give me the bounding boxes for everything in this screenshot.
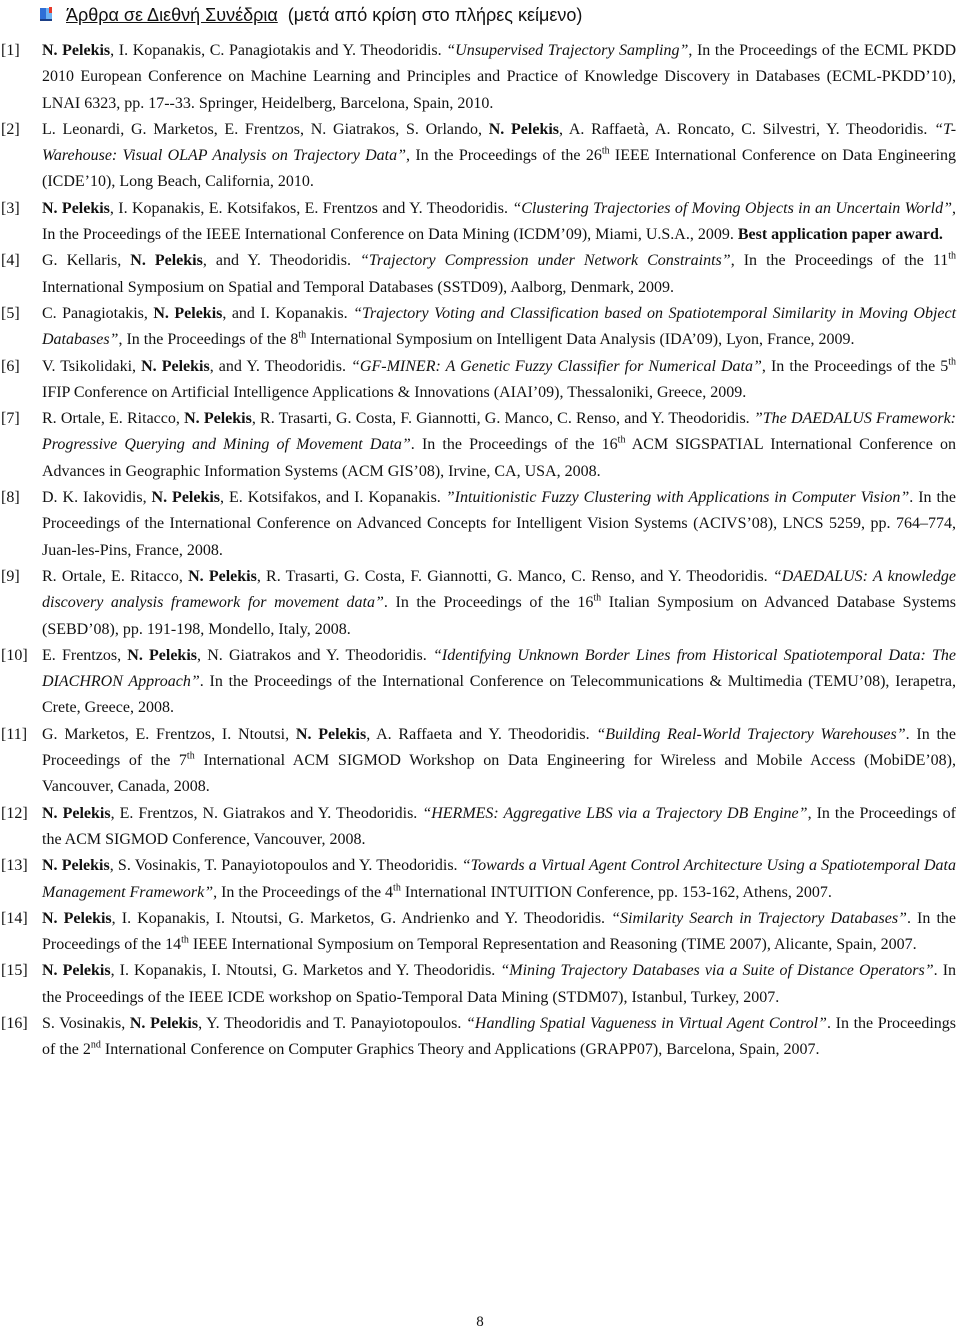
ordinal-suffix: th <box>181 934 189 946</box>
reference-item <box>0 117 960 196</box>
ordinal-suffix: th <box>948 356 957 368</box>
highlighted-author: N. Pelekis <box>42 909 112 927</box>
reference-item <box>0 38 960 117</box>
reference-number: [11] <box>1 725 28 743</box>
reference-text: , I. Kopanakis, E. Kotsifakos, E. Frentzos and Y. Theodoridis. <box>109 199 513 217</box>
reference-text: S. Vosinakis, <box>42 1014 130 1032</box>
reference-text: , R. Trasarti, G. Costa, F. Giannotti, G. Manco, C. Renso, and Y. Theodoridis. <box>256 567 773 585</box>
highlighted-author: N. Pelekis <box>188 567 257 585</box>
reference-number: [9] <box>1 567 20 585</box>
award-note: Best application paper award. <box>737 226 943 244</box>
reference-item <box>0 643 960 722</box>
ordinal-suffix: th <box>186 750 195 762</box>
reference-number: [7] <box>1 410 20 428</box>
reference-item <box>0 853 960 906</box>
reference-text: . In the Proceedings of the International Conference on Advanced Concepts for Intelligent Vision Systems (ACIVS’08), LNCS 5259, pp. 764–774, Juan-les-Pins, France, 2008. <box>42 489 957 559</box>
highlighted-author: N. Pelekis <box>42 857 110 875</box>
reference-text: . In the Proceedings of the International Conference on Telecommunications & Multimedia (TEMU’08), Ierapetra, Crete, Greece, 2008. <box>42 673 957 717</box>
reference-number: [1] <box>1 42 20 59</box>
ordinal-suffix: nd <box>90 1039 101 1051</box>
reference-number: [5] <box>1 304 20 322</box>
reference-item <box>0 906 960 959</box>
paper-title: ”The DAEDALUS Framework: Progressive Querying and Mining of Movement Data” <box>42 410 957 454</box>
ordinal-suffix: th <box>617 435 626 447</box>
reference-text: , R. Trasarti, G. Costa, F. Giannotti, G. Manco, C. Renso, and Y. Theodoridis. <box>251 410 754 428</box>
reference-text: International Symposium on Spatial and Temporal Databases (SSTD09), Aalborg, Denmark, 2009. <box>42 278 674 296</box>
reference-text: International ACM SIGMOD Workshop on Data Engineering for Wireless and Mobile Access (MobiDE’08), Vancouver, Canada, 2008. <box>42 752 957 796</box>
highlighted-author: N. Pelekis <box>151 489 221 507</box>
reference-number: [12] <box>1 804 28 822</box>
reference-text: , I. Kopanakis, C. Panagiotakis and Y. Theodoridis. <box>110 42 447 59</box>
highlighted-author: N. Pelekis <box>488 120 560 138</box>
reference-number: [10] <box>1 646 28 664</box>
reference-text: , In the Proceedings of the IEEE International Conference on Data Mining (ICDM’09), Miami, U.S.A., 2009. <box>42 199 957 244</box>
page-number: 8 <box>476 1314 484 1330</box>
reference-text: . In the Proceedings of the 16 <box>410 436 618 454</box>
reference-text: , A. Raffaetà, A. Roncato, C. Silvestri, Y. Theodoridis. <box>559 120 935 138</box>
paper-title: “Unsupervised Trajectory Sampling” <box>446 42 689 59</box>
reference-text: , S. Vosinakis, T. Panayiotopoulos and Y. Theodoridis. <box>109 857 462 875</box>
reference-text: D. K. Iakovidis, <box>42 489 152 507</box>
highlighted-author: N. Pelekis <box>295 725 367 743</box>
reference-item <box>0 1011 960 1064</box>
reference-number: [8] <box>1 489 20 507</box>
reference-number: [3] <box>1 199 20 217</box>
reference-item <box>0 406 960 485</box>
reference-item <box>0 248 960 301</box>
reference-item <box>0 564 960 643</box>
reference-text: R. Ortale, E. Ritacco, <box>42 410 185 428</box>
reference-number: [2] <box>1 120 20 138</box>
paper-title: “T-Warehouse: Visual OLAP Analysis on Trajectory Data” <box>42 120 957 165</box>
reference-text: , I. Kopanakis, I. Ntoutsi, G. Marketos and Y. Theodoridis. <box>110 962 501 980</box>
reference-text: , I. Kopanakis, I. Ntoutsi, G. Marketos, G. Andrienko and Y. Theodoridis. <box>111 909 612 927</box>
reference-text: , and Y. Theodoridis. <box>209 357 352 375</box>
paper-title: “HERMES: Aggregative LBS via a Trajectory DB Engine” <box>422 804 808 822</box>
reference-text: , Y. Theodoridis and T. Panayiotopoulos. <box>198 1014 466 1032</box>
reference-number: [16] <box>1 1014 28 1032</box>
paper-title: “Building Real-World Trajectory Warehouses” <box>596 725 906 743</box>
reference-number: [4] <box>1 252 20 270</box>
reference-item <box>0 958 960 1011</box>
ordinal-suffix: th <box>593 592 602 604</box>
reference-text: , In the Proceedings of the ECML PKDD 2010 European Conference on Machine Learning and Principles and Practice of Knowledge Discovery in Databases (ECML-PKDD’10), LNAI 6323, pp. 17--33. Springer, Heidelberg, Barcelona, Spain, 2010. <box>42 42 957 112</box>
book-bullet-icon <box>38 6 56 24</box>
highlighted-author: N. Pelekis <box>153 304 223 322</box>
paper-title: “Trajectory Compression under Network Constraints” <box>360 252 731 270</box>
highlighted-author: N. Pelekis <box>42 962 111 980</box>
reference-text: . In the Proceedings of the IEEE ICDE workshop on Spatio-Temporal Data Mining (STDM07), Istanbul, Turkey, 2007. <box>42 962 957 1006</box>
paper-title: “Handling Spatial Vagueness in Virtual Agent Control” <box>465 1014 827 1032</box>
reference-text: . In the Proceedings of the 2 <box>42 1014 957 1059</box>
highlighted-author: N. Pelekis <box>42 42 111 59</box>
reference-text: International INTUITION Conference, pp. 153-162, Athens, 2007. <box>400 883 832 901</box>
paper-title: “Trajectory Voting and Classification based on Spatiotemporal Similarity in Moving Object Databases” <box>42 304 957 349</box>
reference-text: , In the Proceedings of the 26 <box>406 147 602 165</box>
reference-text: . In the Proceedings of the 7 <box>42 725 957 770</box>
section-subtitle: (μετά από κρίση στο πλήρες κείμενο) <box>287 5 583 25</box>
reference-text: E. Frentzos, <box>42 646 128 664</box>
reference-text: G. Marketos, E. Frentzos, I. Ntoutsi, <box>42 725 296 743</box>
reference-text: L. Leonardi, G. Marketos, E. Frentzos, N. Giatrakos, S. Orlando, <box>42 120 489 138</box>
reference-text: , and Y. Theodoridis. <box>202 252 360 270</box>
reference-text: Italian Symposium on Advanced Database Systems (SEBD’08), pp. 191-198, Mondello, Italy, 2008. <box>42 594 957 638</box>
reference-item <box>0 354 960 407</box>
highlighted-author: N. Pelekis <box>42 199 110 217</box>
highlighted-author: N. Pelekis <box>184 410 252 428</box>
paper-title: “Similarity Search in Trajectory Databases” <box>611 909 907 927</box>
section-title: Άρθρα σε Διεθνή Συνέδρια <box>66 5 278 25</box>
reference-text: , A. Raffaeta and Y. Theodoridis. <box>366 725 597 743</box>
reference-text: , In the Proceedings of the 5 <box>761 357 949 375</box>
section-heading <box>38 2 582 28</box>
highlighted-author: N. Pelekis <box>129 1014 199 1032</box>
paper-title: “DAEDALUS: A knowledge discovery analysis framework for movement data” <box>42 567 957 612</box>
reference-number: [15] <box>1 962 28 980</box>
reference-text: V. Tsikolidaki, <box>42 357 142 375</box>
reference-item <box>0 485 960 564</box>
reference-text: , N. Giatrakos and Y. Theodoridis. <box>197 646 433 664</box>
highlighted-author: N. Pelekis <box>127 646 198 664</box>
ordinal-suffix: th <box>298 329 307 341</box>
reference-text: , E. Frentzos, N. Giatrakos and Y. Theodoridis. <box>110 804 423 822</box>
paper-title: “Towards a Virtual Agent Control Architecture Using a Spatiotemporal Data Management Framework” <box>42 857 956 901</box>
reference-text: IEEE International Symposium on Temporal Representation and Reasoning (TIME 2007), Alicante, Spain, 2007. <box>188 936 917 954</box>
reference-text: R. Ortale, E. Ritacco, <box>42 567 189 585</box>
reference-item <box>0 801 960 854</box>
reference-number: [13] <box>1 857 28 875</box>
highlighted-author: N. Pelekis <box>141 357 210 375</box>
paper-title: “GF-MINER: A Genetic Fuzzy Classifier for Numerical Data” <box>351 357 762 375</box>
reference-text: . In the Proceedings of the 14 <box>42 909 957 954</box>
reference-text: C. Panagiotakis, <box>42 304 154 322</box>
reference-text: , In the Proceedings of the 11 <box>730 252 949 270</box>
reference-number: [14] <box>1 909 28 927</box>
reference-text: , In the Proceedings of the 4 <box>213 883 394 901</box>
ordinal-suffix: th <box>393 882 401 894</box>
reference-text: , and I. Kopanakis. <box>222 304 354 322</box>
highlighted-author: N. Pelekis <box>42 804 111 822</box>
reference-text: , E. Kotsifakos, and I. Kopanakis. <box>220 489 446 507</box>
reference-text: , In the Proceedings of the 8 <box>118 331 299 349</box>
reference-list <box>0 38 960 1064</box>
highlighted-author: N. Pelekis <box>130 252 203 270</box>
reference-text: IEEE International Conference on Data Engineering (ICDE’10), Long Beach, California, 2010. <box>42 147 956 191</box>
reference-item <box>0 196 960 249</box>
reference-text: . In the Proceedings of the 16 <box>383 594 594 612</box>
ordinal-suffix: th <box>601 145 610 157</box>
reference-text: , In the Proceedings of the ACM SIGMOD Conference, Vancouver, 2008. <box>42 804 957 848</box>
paper-title: “Mining Trajectory Databases via a Suite of Distance Operators” <box>500 962 934 980</box>
ordinal-suffix: th <box>948 251 957 263</box>
reference-text: IFIP Conference on Artificial Intelligence Applications & Innovations (AIAI’09), Thessaloniki, Greece, 2009. <box>42 383 747 401</box>
reference-text: International Conference on Computer Graphics Theory and Applications (GRAPP07), Barcelona, Spain, 2007. <box>100 1041 820 1059</box>
reference-text: G. Kellaris, <box>42 252 131 270</box>
paper-title: “Identifying Unknown Border Lines from Historical Spatiotemporal Data: The DIACHRON Approach” <box>42 646 957 691</box>
paper-title: “Clustering Trajectories of Moving Objects in an Uncertain World” <box>512 199 953 217</box>
reference-item <box>0 722 960 801</box>
paper-title: ”Intuitionistic Fuzzy Clustering with Applications in Computer Vision” <box>445 489 910 507</box>
reference-number: [6] <box>1 357 20 375</box>
reference-item <box>0 301 960 354</box>
reference-text: International Symposium on Intelligent Data Analysis (IDA’09), Lyon, France, 2009. <box>306 331 855 349</box>
reference-text: ACM SIGSPATIAL International Conference on Advances in Geographic Information Systems (ACM GIS’08), Irvine, CA, USA, 2008. <box>42 436 956 480</box>
